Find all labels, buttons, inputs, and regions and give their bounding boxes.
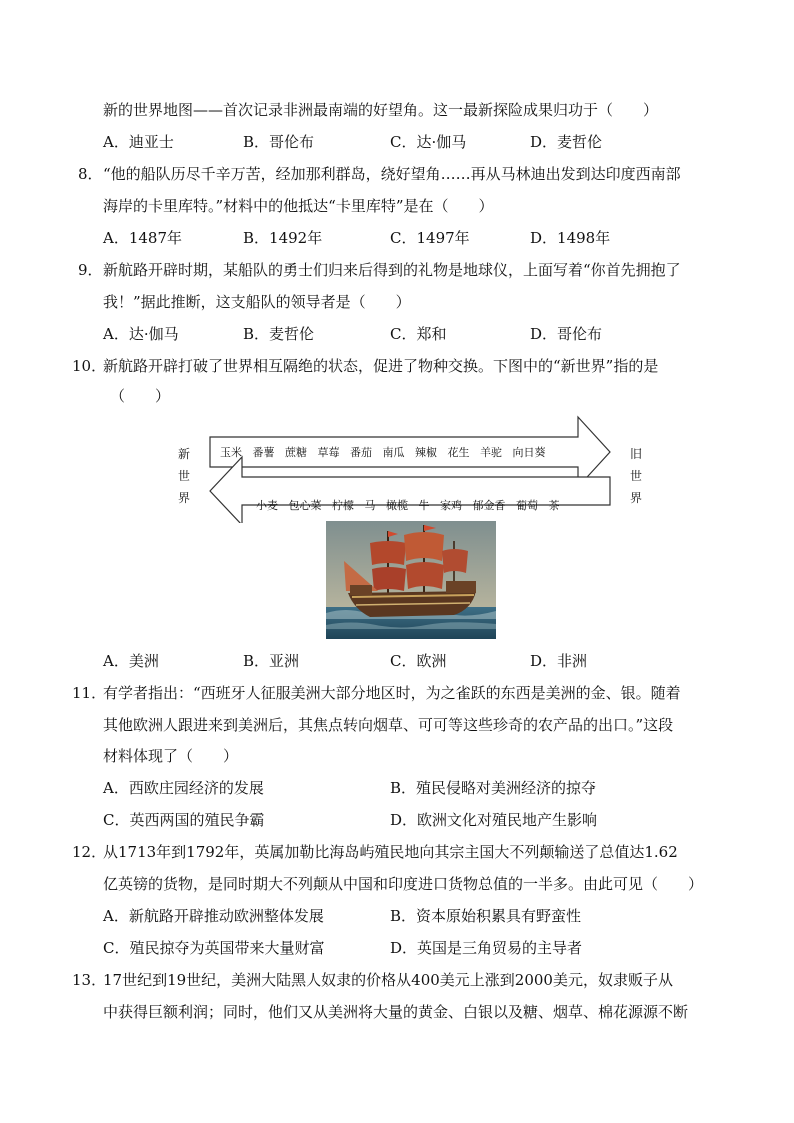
crop-item: 葡萄 — [516, 499, 538, 512]
q10-options — [103, 650, 703, 672]
option-d[interactable]: D．欧洲文化对殖民地产生影响 — [390, 811, 598, 829]
crop-item: 蔗糖 — [285, 446, 307, 459]
option-d[interactable]: D．非洲 — [530, 652, 588, 670]
q8-options — [103, 227, 703, 249]
q11-options — [103, 777, 723, 799]
crop-item: 南瓜 — [382, 446, 405, 459]
crop-item: 牛 — [418, 499, 430, 512]
option-d[interactable]: D．1498年 — [530, 229, 611, 247]
q7-text: 新的世界地图——首次记录非洲最南端的好望角。这一最新探险成果归功于（ ） — [103, 101, 659, 119]
crop-item: 番薯 — [252, 446, 275, 459]
option-b[interactable]: B．亚洲 — [243, 652, 300, 670]
q12-options — [103, 905, 723, 927]
q7-options — [103, 131, 703, 153]
option-d[interactable]: D．英国是三角贸易的主导者 — [390, 939, 583, 957]
option-c[interactable]: C．达·伽马 — [390, 133, 467, 151]
q13-number: 13． — [72, 971, 107, 989]
option-b[interactable]: B．1492年 — [243, 229, 323, 247]
crop-item: 包心菜 — [288, 499, 322, 512]
crop-item: 番茄 — [350, 446, 372, 459]
q10-number: 10． — [72, 357, 107, 375]
crop-item: 小麦 — [256, 499, 278, 512]
crop-item: 茶 — [548, 499, 560, 512]
q13-text-1: 17世纪到19世纪，美洲大陆黑人奴隶的价格从400美元上涨到2000美元，奴隶贩子从 — [103, 971, 673, 989]
crop-item: 羊驼 — [480, 446, 502, 459]
option-b[interactable]: B．资本原始积累具有野蛮性 — [390, 907, 582, 925]
q10-text-2: （ ） — [110, 387, 171, 405]
option-c[interactable]: C．郑和 — [390, 325, 447, 343]
bottom-arrow-items — [256, 497, 560, 513]
q9-options — [103, 323, 703, 345]
q9-number: 9． — [78, 261, 103, 279]
crop-item: 郁金香 — [472, 499, 506, 512]
q8-number: 8． — [78, 165, 103, 183]
crop-item: 向日葵 — [512, 446, 546, 459]
q13-text-2: 中获得巨额利润；同时，他们又从美洲将大量的黄金、白银以及糖、烟草、棉花源源不断 — [103, 1003, 689, 1021]
q11-text-3: 材料体现了（ ） — [103, 747, 239, 765]
q12-text-1: 从1713年到1792年，英属加勒比海岛屿殖民地向其宗主国大不列颠输送了总值达1.62 — [103, 843, 678, 861]
q8-text-1: “他的船队历尽千辛万苦，经加那利群岛，绕好望角……再从马林迪出发到达印度西南部 — [103, 165, 681, 183]
option-a[interactable]: A．达·伽马 — [103, 325, 179, 343]
option-c[interactable]: C．英西两国的殖民争霸 — [103, 811, 265, 829]
new-world-label: 新 世 界 — [177, 447, 190, 505]
q10-text-1: 新航路开辟打破了世界相互隔绝的状态，促进了物种交换。下图中的“新世界”指的是 — [103, 357, 659, 375]
crop-item: 辣椒 — [415, 446, 437, 459]
option-a[interactable]: A．新航路开辟推动欧洲整体发展 — [103, 907, 324, 925]
crop-item: 马 — [364, 499, 376, 512]
option-b[interactable]: B．哥伦布 — [243, 133, 315, 151]
crop-item: 玉米 — [220, 446, 242, 459]
q11-number: 11． — [72, 684, 107, 702]
q12-options-row2 — [103, 937, 723, 959]
crop-item: 橄榄 — [386, 499, 408, 512]
old-world-label: 旧 世 界 — [629, 447, 642, 505]
option-c[interactable]: C．欧洲 — [390, 652, 447, 670]
crop-item: 柠檬 — [332, 499, 354, 512]
q8-text-2: 海岸的卡里库特。”材料中的他抵达“卡里库特”是在（ ） — [103, 197, 494, 215]
crop-item: 花生 — [447, 446, 470, 459]
option-c[interactable]: C．1497年 — [390, 229, 470, 247]
option-a[interactable]: A．美洲 — [103, 652, 159, 670]
option-b[interactable]: B．殖民侵略对美洲经济的掠夺 — [390, 779, 597, 797]
q12-text-2: 亿英镑的货物，是同时期大不列颠从中国和印度进口货物总值的一半多。由此可见（ ） — [103, 875, 704, 893]
q12-number: 12． — [72, 843, 107, 861]
option-a[interactable]: A．1487年 — [103, 229, 183, 247]
top-arrow-items — [220, 444, 546, 460]
option-b[interactable]: B．麦哲伦 — [243, 325, 315, 343]
option-d[interactable]: D．哥伦布 — [530, 325, 603, 343]
option-c[interactable]: C．殖民掠夺为英国带来大量财富 — [103, 939, 325, 957]
option-a[interactable]: A．西欧庄园经济的发展 — [103, 779, 264, 797]
option-a[interactable]: A．迪亚士 — [103, 133, 174, 151]
crop-item: 草莓 — [317, 446, 340, 459]
q9-text-1: 新航路开辟时期，某船队的勇士们归来后得到的礼物是地球仪，上面写着“你首先拥抱了 — [103, 261, 681, 279]
sailing-ship-image — [326, 521, 496, 639]
species-exchange-figure — [170, 413, 650, 645]
q11-text-1: 有学者指出：“西班牙人征服美洲大部分地区时，为之雀跃的东西是美洲的金、银。随着 — [103, 684, 681, 702]
option-d[interactable]: D．麦哲伦 — [530, 133, 603, 151]
q11-options-row2 — [103, 809, 723, 831]
crop-item: 家鸡 — [440, 499, 462, 512]
q9-text-2: 我！”据此推断，这支船队的领导者是（ ） — [103, 293, 411, 311]
q11-text-2: 其他欧洲人跟进来到美洲后，其焦点转向烟草、可可等这些珍奇的农产品的出口。”这段 — [103, 716, 674, 734]
